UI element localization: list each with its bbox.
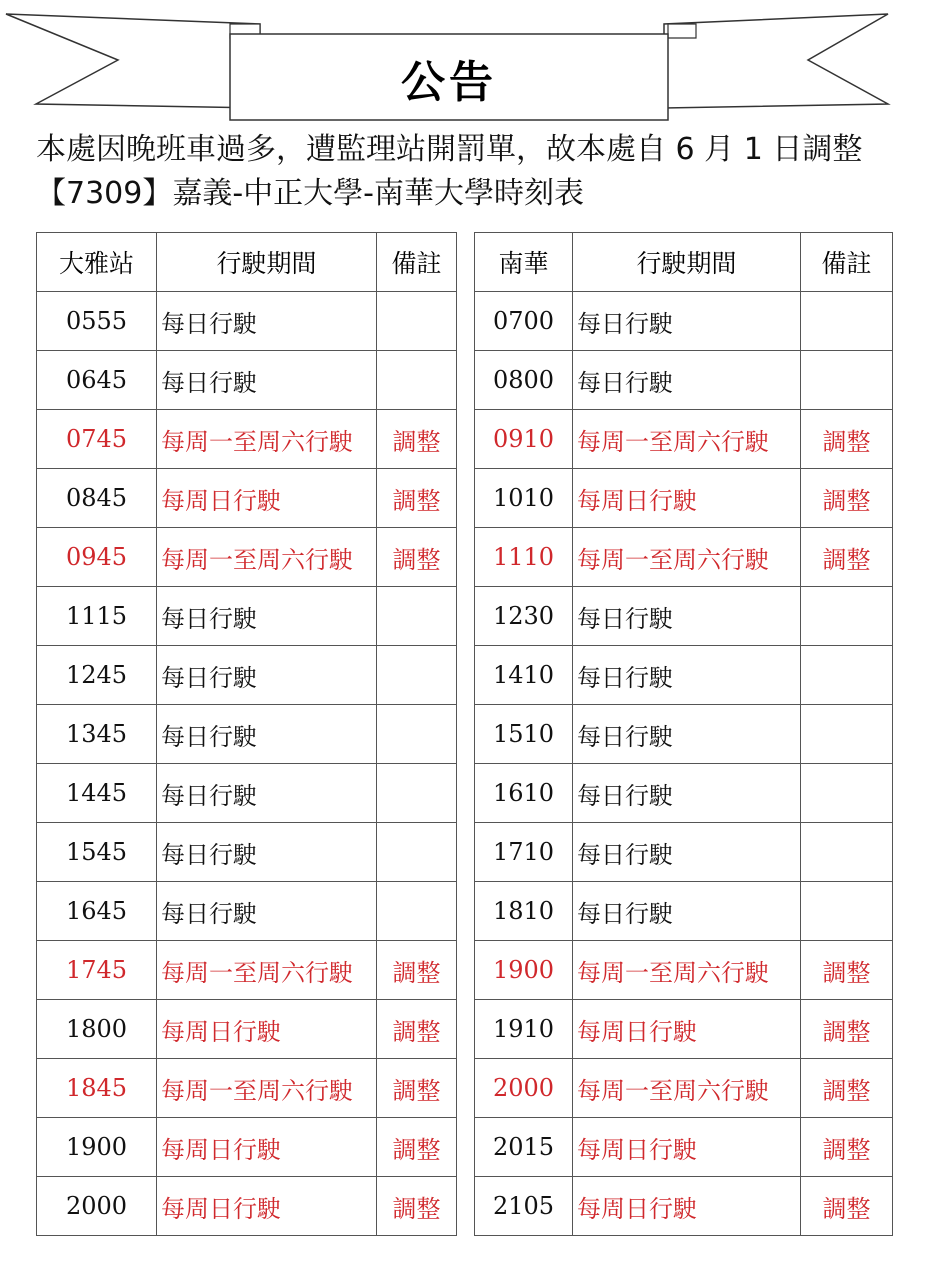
period-cell: 每周一至周六行駛 xyxy=(573,941,801,1000)
table-row xyxy=(475,351,893,410)
note-cell: 調整 xyxy=(801,1118,893,1177)
period-cell: 每日行駛 xyxy=(157,823,377,882)
note-cell: 調整 xyxy=(377,410,457,469)
table-row xyxy=(37,646,457,705)
time-cell: 1445 xyxy=(37,764,157,823)
period-cell: 每日行駛 xyxy=(573,823,801,882)
note-cell xyxy=(801,882,893,941)
table-row xyxy=(475,1177,893,1236)
note-cell: 調整 xyxy=(377,528,457,587)
period-cell: 每周日行駛 xyxy=(573,1118,801,1177)
table-row xyxy=(475,1000,893,1059)
note-cell: 調整 xyxy=(801,941,893,1000)
period-cell: 每日行駛 xyxy=(573,646,801,705)
table-row xyxy=(475,941,893,1000)
time-cell: 1810 xyxy=(475,882,573,941)
table-row xyxy=(37,351,457,410)
note-cell: 調整 xyxy=(801,410,893,469)
table-row xyxy=(475,646,893,705)
note-cell xyxy=(377,587,457,646)
table-row xyxy=(37,705,457,764)
period-cell: 每周日行駛 xyxy=(157,1000,377,1059)
period-cell: 每周日行駛 xyxy=(157,1177,377,1236)
period-cell: 每日行駛 xyxy=(157,351,377,410)
time-cell: 1010 xyxy=(475,469,573,528)
ribbon-banner xyxy=(0,0,928,125)
time-cell: 1345 xyxy=(37,705,157,764)
note-cell xyxy=(801,292,893,351)
time-cell: 1510 xyxy=(475,705,573,764)
note-cell: 調整 xyxy=(377,1118,457,1177)
time-cell: 1745 xyxy=(37,941,157,1000)
time-cell: 1610 xyxy=(475,764,573,823)
note-cell xyxy=(801,823,893,882)
note-cell xyxy=(377,823,457,882)
period-cell: 每日行駛 xyxy=(573,351,801,410)
period-cell: 每日行駛 xyxy=(157,587,377,646)
table-row xyxy=(475,764,893,823)
table-row xyxy=(37,882,457,941)
period-cell: 每周一至周六行駛 xyxy=(573,528,801,587)
table-row xyxy=(37,1000,457,1059)
note-cell: 調整 xyxy=(377,1059,457,1118)
note-cell: 調整 xyxy=(377,1000,457,1059)
period-cell: 每周一至周六行駛 xyxy=(157,410,377,469)
period-cell: 每日行駛 xyxy=(157,705,377,764)
period-cell: 每周日行駛 xyxy=(157,469,377,528)
period-cell: 每周一至周六行駛 xyxy=(573,410,801,469)
table-row xyxy=(37,528,457,587)
note-cell xyxy=(377,882,457,941)
table-row xyxy=(37,292,457,351)
note-cell xyxy=(377,646,457,705)
ribbon-right-tail xyxy=(664,14,888,108)
note-cell: 調整 xyxy=(377,469,457,528)
period-cell: 每周日行駛 xyxy=(573,1177,801,1236)
time-cell: 0945 xyxy=(37,528,157,587)
note-cell xyxy=(801,705,893,764)
period-cell: 每日行駛 xyxy=(157,646,377,705)
ribbon-right-fold xyxy=(668,24,696,38)
time-cell: 0745 xyxy=(37,410,157,469)
time-cell: 1645 xyxy=(37,882,157,941)
period-cell: 每日行駛 xyxy=(157,764,377,823)
note-cell xyxy=(801,764,893,823)
time-cell: 0845 xyxy=(37,469,157,528)
table-row xyxy=(475,469,893,528)
note-cell xyxy=(801,587,893,646)
time-cell: 1900 xyxy=(37,1118,157,1177)
period-cell: 每日行駛 xyxy=(573,587,801,646)
table-header-row xyxy=(475,233,893,292)
header-note: 備註 xyxy=(377,233,457,292)
time-cell: 2000 xyxy=(37,1177,157,1236)
time-cell: 0700 xyxy=(475,292,573,351)
period-cell: 每周一至周六行駛 xyxy=(157,1059,377,1118)
period-cell: 每日行駛 xyxy=(573,292,801,351)
note-cell xyxy=(801,351,893,410)
note-cell: 調整 xyxy=(801,1177,893,1236)
table-row xyxy=(37,587,457,646)
timetable-body xyxy=(37,292,457,1236)
table-row xyxy=(475,1059,893,1118)
header-period: 行駛期間 xyxy=(157,233,377,292)
header-station: 南華 xyxy=(475,233,573,292)
table-row xyxy=(37,941,457,1000)
time-cell: 2105 xyxy=(475,1177,573,1236)
table-row xyxy=(37,1059,457,1118)
table-row xyxy=(37,823,457,882)
note-cell xyxy=(377,705,457,764)
header-note: 備註 xyxy=(801,233,893,292)
table-row xyxy=(37,1177,457,1236)
table-header-row xyxy=(37,233,457,292)
note-cell: 調整 xyxy=(377,1177,457,1236)
table-row xyxy=(37,410,457,469)
time-cell: 1110 xyxy=(475,528,573,587)
period-cell: 每日行駛 xyxy=(157,292,377,351)
time-cell: 1545 xyxy=(37,823,157,882)
period-cell: 每周日行駛 xyxy=(573,1000,801,1059)
time-cell: 1710 xyxy=(475,823,573,882)
note-cell: 調整 xyxy=(801,469,893,528)
time-cell: 1410 xyxy=(475,646,573,705)
time-cell: 2015 xyxy=(475,1118,573,1177)
table-row xyxy=(37,469,457,528)
period-cell: 每周日行駛 xyxy=(157,1118,377,1177)
table-row xyxy=(475,528,893,587)
note-cell xyxy=(377,292,457,351)
time-cell: 1115 xyxy=(37,587,157,646)
note-cell: 調整 xyxy=(801,528,893,587)
period-cell: 每日行駛 xyxy=(573,705,801,764)
note-cell: 調整 xyxy=(801,1000,893,1059)
time-cell: 1245 xyxy=(37,646,157,705)
table-row xyxy=(475,587,893,646)
table-row xyxy=(37,1118,457,1177)
table-row xyxy=(475,410,893,469)
table-row xyxy=(475,882,893,941)
period-cell: 每日行駛 xyxy=(573,882,801,941)
note-cell xyxy=(801,646,893,705)
period-cell: 每日行駛 xyxy=(573,764,801,823)
time-cell: 0555 xyxy=(37,292,157,351)
period-cell: 每日行駛 xyxy=(157,882,377,941)
banner-title: 公告 xyxy=(401,57,497,108)
note-cell xyxy=(377,764,457,823)
timetable-body xyxy=(475,292,893,1236)
ribbon-left-tail xyxy=(6,14,260,108)
table-row xyxy=(475,823,893,882)
table-row xyxy=(37,764,457,823)
note-cell: 調整 xyxy=(377,941,457,1000)
timetable-dayazhan xyxy=(36,232,457,1236)
table-row xyxy=(475,292,893,351)
period-cell: 每周日行駛 xyxy=(573,469,801,528)
time-cell: 2000 xyxy=(475,1059,573,1118)
header-station: 大雅站 xyxy=(37,233,157,292)
time-cell: 1845 xyxy=(37,1059,157,1118)
note-cell xyxy=(377,351,457,410)
time-cell: 1230 xyxy=(475,587,573,646)
time-cell: 0645 xyxy=(37,351,157,410)
period-cell: 每周一至周六行駛 xyxy=(157,528,377,587)
table-row xyxy=(475,705,893,764)
time-cell: 0910 xyxy=(475,410,573,469)
note-cell: 調整 xyxy=(801,1059,893,1118)
timetable-nanhua xyxy=(474,232,893,1236)
time-cell: 0800 xyxy=(475,351,573,410)
time-cell: 1900 xyxy=(475,941,573,1000)
table-row xyxy=(475,1118,893,1177)
time-cell: 1800 xyxy=(37,1000,157,1059)
period-cell: 每周一至周六行駛 xyxy=(157,941,377,1000)
notice-text: 本處因晚班車過多，遭監理站開罰單，故本處自 6 月 1 日調整【7309】嘉義-中正大學-南華大學時刻表 xyxy=(36,132,863,211)
period-cell: 每周一至周六行駛 xyxy=(573,1059,801,1118)
header-period: 行駛期間 xyxy=(573,233,801,292)
time-cell: 1910 xyxy=(475,1000,573,1059)
